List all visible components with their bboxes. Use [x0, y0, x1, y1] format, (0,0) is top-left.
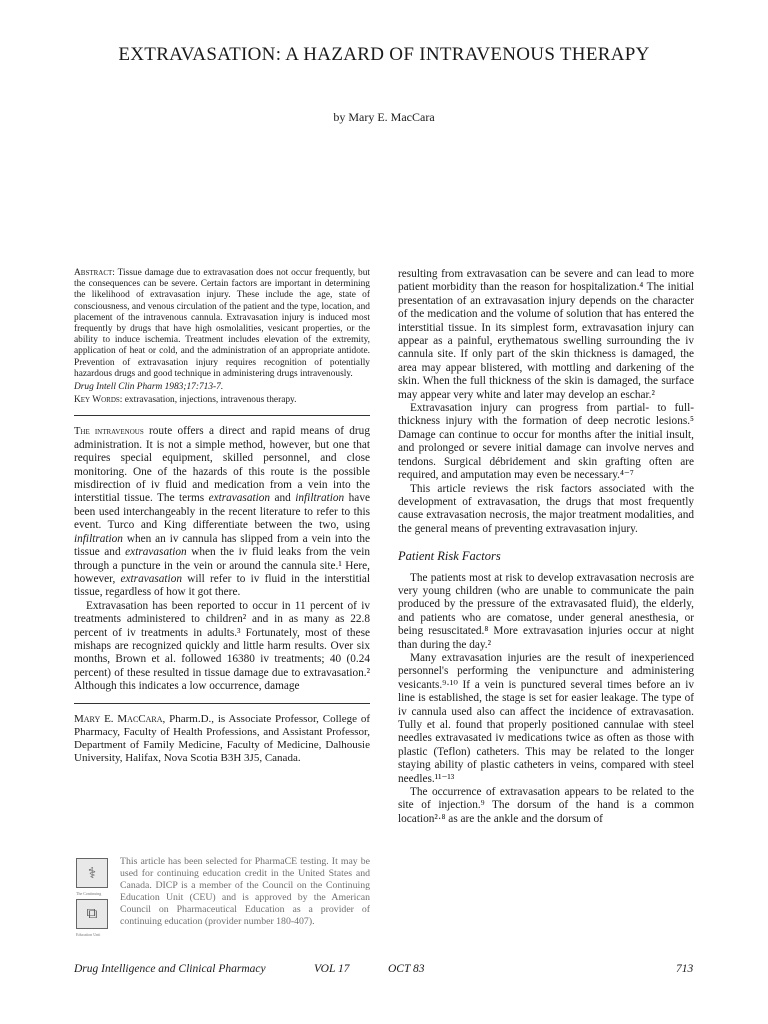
footer-page-number: 713	[676, 963, 694, 975]
left-column	[74, 268, 370, 766]
right-paragraph-5: Many extravasation injuries are the result of inexperienced personnel's performing the venipuncture and administering vesicants.⁹·¹⁰ If a vein is punctured several times before an iv line is established, the stage is set for easier leakage. The type of iv cannula used also can affect the incidence of extravasation. Tully et al. found that properly positioned cannulae with steel needles extravasated iv medications twice as often as those with plastic (Teflon) catheters. This may be related to the longer staying ability of plastic catheters in veins, compared with steel needles.¹¹⁻¹³	[398, 651, 694, 785]
author-note-divider	[74, 703, 370, 704]
section-heading: Patient Risk Factors	[398, 549, 501, 564]
abstract-label: Abstract:	[74, 268, 115, 278]
pharmace-logos	[76, 858, 114, 944]
keywords-text: extravasation, injections, intravenous therapy.	[122, 395, 297, 406]
abstract-citation: Drug Intell Clin Pharm 1983;17:713-7.	[74, 382, 224, 393]
abstract-text: Tissue damage due to extravasation does not occur frequently, but the consequences can be severe. Certain factors are important in determining the likelihood of extravasation injury. These include the age, state of consciousness, and venous circulation of the patient and the type, location, and placement of the intravenous cannula. Extravasation injury is induced most frequently by drugs that have high osmolalities, vesicant properties, or the ability to induce ischemia. Treatment includes elevation of the extremity, application of heat or cold, and the administration of an appropriate antidote. Prevention of extravasation injury requires recognition of potentially hazardous drugs and good technique in administering drugs intravenously.	[74, 268, 370, 379]
pharmace-logo-caption-1: The Continuing	[76, 891, 102, 896]
right-column	[398, 268, 694, 826]
abstract-divider	[74, 415, 370, 416]
abstract	[74, 268, 370, 406]
intro-paragraph-2: Extravasation has been reported to occur in 11 percent of iv treatments administered to children² and in as many as 22.8 percent of iv treatments in adults.³ Fortunately, most of these mishaps are recognized quickly and little harm results. Over six months, Brown et al. followed 16380 iv treatments; 40 (0.24 percent) of these resulted in tissue damage due to extravasation.² Although this indicates a low occurrence, damage	[74, 599, 370, 693]
right-paragraph-3: This article reviews the risk factors associated with the development of extravasation, the drugs that most frequently cause extravasation necrosis, the major treatment modalities, and the general means of preventing extravasation injury.	[398, 482, 694, 535]
keywords-label: Key Words:	[74, 395, 123, 406]
author-byline: by Mary E. MacCara	[333, 110, 435, 124]
intro-text	[74, 425, 370, 693]
footer-volume: VOL 17	[314, 963, 350, 975]
footer-date: OCT 83	[388, 963, 425, 975]
intro-paragraph-1: The intravenous route offers a direct and rapid means of drug administration. It is not a simple method, however, but one that requires special equipment, skilled personnel, and close monitoring. One of the hazards of this route is the possible misdirection of iv fluid and medication from a vein into the interstitial tissue. The terms extravasation and infiltration have been used interchangeably in the recent literature to refer to this event. Turco and King differentiate between the two, using infiltration when an iv cannula has slipped from a vein into the tissue and extravasation when the iv fluid leaks from the vein through a puncture in the vein or around the cannula site.¹ Here, however, extravasation will refer to iv fluid in the interstitial tissue, regardless of how it got there.	[74, 425, 370, 599]
pharmace-logo-caption-2: Education Unit	[76, 932, 101, 937]
article-title: EXTRAVASATION: A HAZARD OF INTRAVENOUS THERAPY	[118, 44, 650, 65]
footer-journal: Drug Intelligence and Clinical Pharmacy	[74, 963, 266, 975]
pharmace-notice: This article has been selected for PharmaCE testing. It may be used for continuing education credit in the United States and Canada. DICP is a member of the Council on the Continuing Education Unit (CEU) and is approved by the American Council on Pharmaceutical Education as a provider of continuing education (provider number 180-407).	[120, 856, 370, 928]
right-paragraph-1: resulting from extravasation can be severe and can lead to more patient morbidity than the reason for hospitalization.⁴ The initial presentation of an extravasation injury depends on the character of the medication and the volume of solution that has entered the interstitial tissue. In its simplest form, extravasation injury can appear as a painful, erythematous swelling surrounding the iv cannula site. If only part of the skin thickness is damaged, the area may appear blistered, with mottling and darkening of the skin. When the full thickness of the skin is damaged, the surface may appear very white and later may develop an eschar.²	[398, 268, 694, 401]
author-note-text: , Pharm.D., is Associate Professor, College of Pharmacy, Faculty of Health Professions, and Assistant Professor, Department of Family Medicine, Faculty of Medicine, Dalhousie University, Halifax, Nova Scotia B3H 3J5, Canada.	[74, 712, 370, 765]
right-paragraph-6: The occurrence of extravasation appears to be related to the site of injection.⁹ The dorsum of the hand is a common location²·⁸ as are the ankle and the dorsum of	[398, 786, 694, 825]
pharmace-box	[74, 856, 370, 946]
pharmace-logo-icon: ⚕	[76, 858, 108, 888]
right-paragraph-4: The patients most at risk to develop extravasation necrosis are very young children (who are unable to communicate the pain produced by the pressure of the extravasated fluid), the elderly, and patients who are comatose, under general anesthesia, or being resuscitated.⁸ More extravasation injuries occur at night than during the day.²	[398, 571, 694, 651]
ceu-logo-icon: ⧉	[76, 899, 108, 929]
intro-lead: The intravenous	[74, 426, 144, 438]
author-note-name: Mary E. MacCara	[74, 712, 163, 725]
right-paragraph-2: Extravasation injury can progress from partial- to full-thickness injury with the formation of deep necrotic lesions.⁵ Damage can continue to occur for months after the initial insult, and prolonged or severe initial damage can involve nerves and tendons. Surgical débridement and skin grafting often are required, and amputation may even be necessary.⁴⁻⁷	[398, 402, 694, 482]
author-note	[74, 713, 370, 766]
